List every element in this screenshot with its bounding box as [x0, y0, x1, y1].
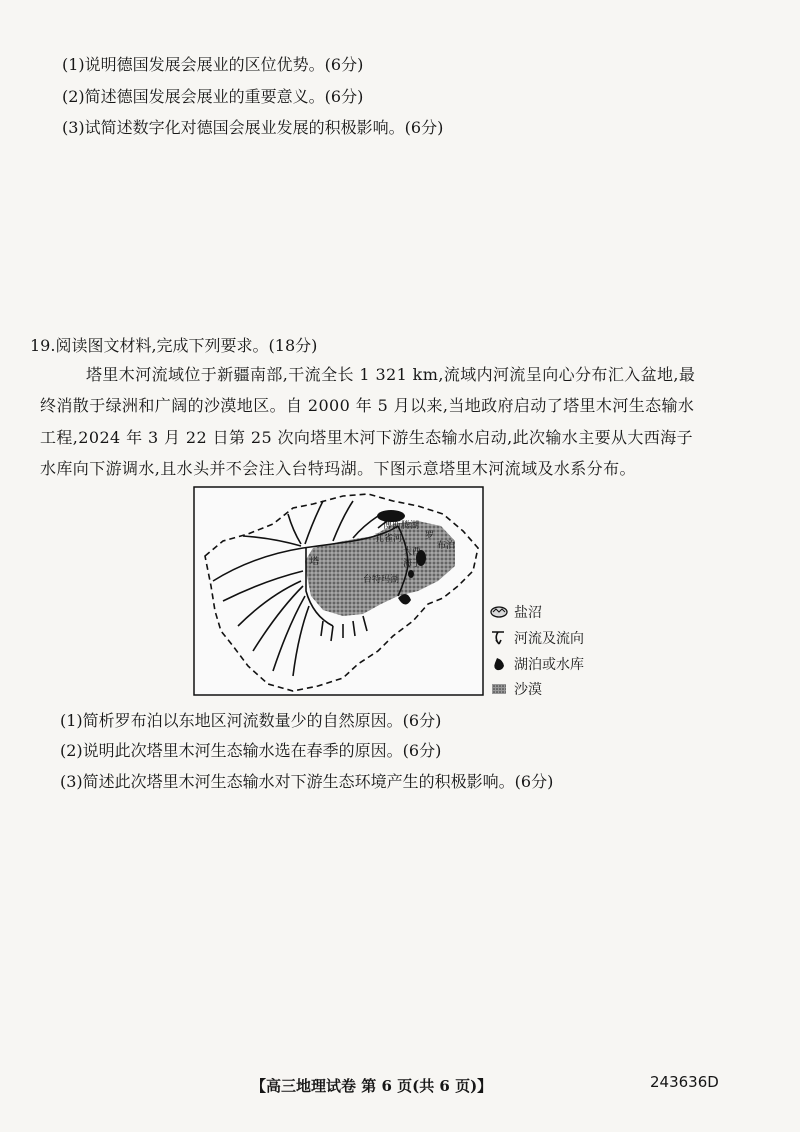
river-flow-icon: [490, 630, 508, 646]
desert-icon: [490, 682, 508, 696]
paper-code: 243636D: [650, 1073, 719, 1091]
lake-icon: [490, 656, 508, 672]
map-label-daxihaizi-a: 大西: [403, 547, 422, 557]
legend-desert: [490, 679, 542, 699]
map-label-kongque: 孔雀河: [375, 534, 403, 544]
q19-paragraph-line-4: 水库向下游调水,且水头并不会注入台特玛湖。下图示意塔里木河流域及水系分布。: [40, 459, 636, 478]
q19-subquestion-3: (3)简述此次塔里木河生态输水对下游生态环境产生的积极影响。(6分): [60, 772, 554, 791]
q19-subquestion-2: (2)说明此次塔里木河生态输水选在春季的原因。(6分): [60, 741, 442, 760]
q18-subquestion-3: (3)试简述数字化对德国会展业发展的积极影响。(6分): [62, 118, 444, 137]
page-footer: 【高三地理试卷 第 6 页(共 6 页)】: [251, 1077, 493, 1095]
q19-title: 19.阅读图文材料,完成下列要求。(18分): [30, 336, 318, 355]
map-label-taitema: 台特玛湖: [363, 575, 400, 585]
legend-salt-marsh: [490, 602, 542, 622]
map-label-daxihaizi-b: 海子: [403, 559, 422, 569]
map-label-luobupo-a: 罗: [425, 531, 435, 541]
q19-subquestion-1: (1)简析罗布泊以东地区河流数量少的自然原因。(6分): [60, 711, 442, 730]
map-label-luobupo-b: 布泊: [437, 541, 456, 551]
legend-label-salt-marsh: 盐沼: [514, 605, 542, 621]
legend-label-desert: 沙漠: [514, 682, 542, 698]
tarim-basin-map: [193, 486, 484, 696]
q19-paragraph-line-1: 塔里木河流域位于新疆南部,干流全长 1 321 km,流域内河流呈向心分布汇入盆地,最: [86, 365, 696, 384]
q19-paragraph-line-2: 终消散于绿洲和广阔的沙漠地区。自 2000 年 5 月以来,当地政府启动了塔里木河生态输水: [40, 396, 695, 415]
q19-paragraph-line-3: 工程,2024 年 3 月 22 日第 25 次向塔里木河下游生态输水启动,此次输水主要从大西海子: [40, 428, 693, 447]
q18-subquestion-1: (1)说明德国发展会展业的区位优势。(6分): [62, 55, 364, 74]
legend-river: [490, 628, 584, 648]
legend-lake: [490, 654, 584, 674]
legend-label-lake: 湖泊或水库: [514, 657, 584, 673]
map-label-bosten: 博斯腾湖: [383, 521, 420, 531]
map-label-ta: 塔: [310, 557, 320, 567]
legend-label-river: 河流及流向: [514, 631, 584, 647]
q18-subquestion-2: (2)简述德国发展会展业的重要意义。(6分): [62, 87, 364, 106]
salt-marsh-icon: [490, 606, 508, 618]
